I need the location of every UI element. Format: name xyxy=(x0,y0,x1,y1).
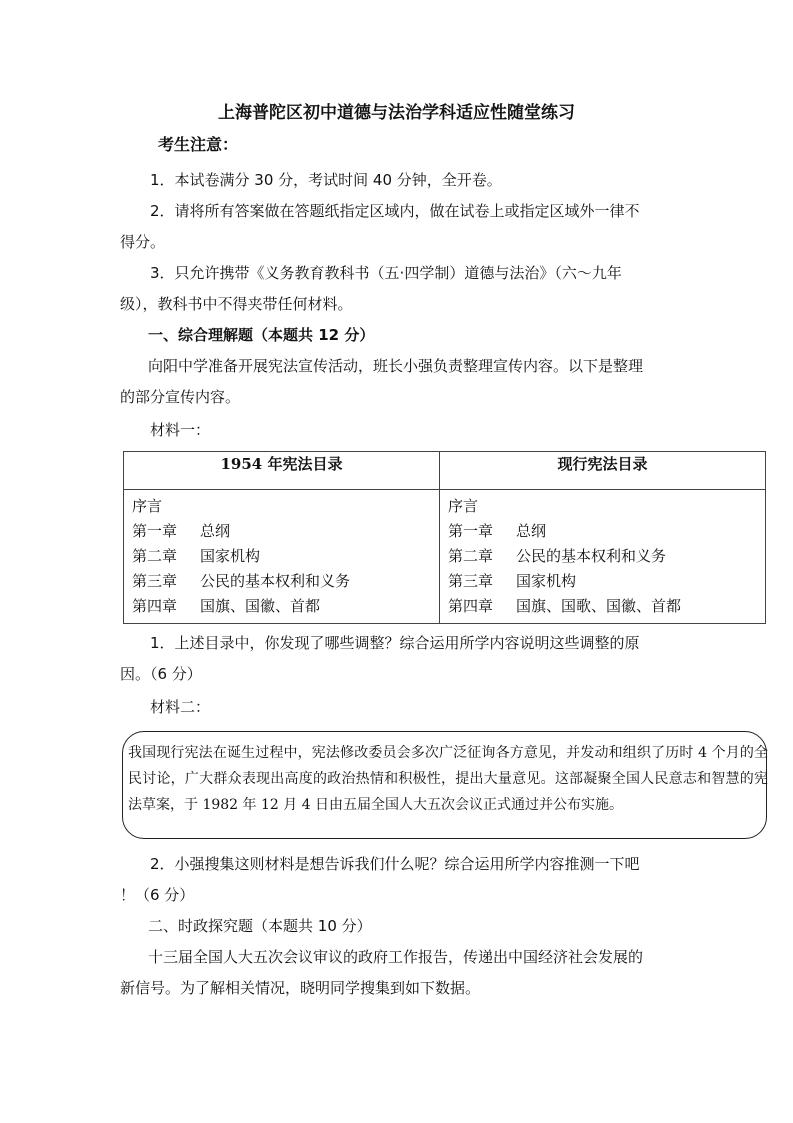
question-1-line-1: 1．上述目录中，你发现了哪些调整？综合运用所学内容说明这些调整的原 xyxy=(150,634,640,652)
toc-row: 第四章 国旗、国徽、首都 xyxy=(132,597,321,615)
toc-1954-column xyxy=(124,490,440,624)
material-2-text: 我国现行宪法在诞生过程中，宪法修改委员会多次广泛征询各方意见，并发动和组织了历时 4 个月的全民讨论，广大群众表现出高度的政治热情和积极性，提出大量意见。这部凝聚全国人民意志和智慧的宪法草案，于 1982 年 12 月 4 日由五届全国人大五次会议正式通过并公布实施。 xyxy=(128,745,768,813)
notice-item-2-line-2: 得分。 xyxy=(120,233,166,251)
toc-row: 第三章 公民的基本权利和义务 xyxy=(132,572,351,590)
section-1-heading: 一、综合理解题（本题共 12 分） xyxy=(148,326,375,344)
toc-current-column xyxy=(440,490,766,624)
notice-item-3-line-1: 3．只允许携带《义务教育教科书（五·四学制）道德与法治》（六～九年 xyxy=(150,264,622,282)
section-2-intro-line-1: 十三届全国人大五次会议审议的政府工作报告，传递出中国经济社会发展的 xyxy=(148,948,644,966)
notice-item-3-line-2: 级），教科书中不得夹带任何材料。 xyxy=(120,295,353,313)
question-2-line-1: 2．小强搜集这则材料是想告诉我们什么呢？综合运用所学内容推测一下吧 xyxy=(150,855,640,873)
toc-row: 第二章 公民的基本权利和义务 xyxy=(448,547,667,565)
toc-row: 第一章 总纲 xyxy=(132,522,231,540)
section-2-intro-line-2: 新信号。为了解相关情况，晓明同学搜集到如下数据。 xyxy=(120,979,481,997)
page-title: 上海普陀区初中道德与法治学科适应性随堂练习 xyxy=(218,103,575,123)
constitution-toc-table xyxy=(123,451,766,624)
toc-header-1954: 1954 年宪法目录 xyxy=(124,452,440,490)
toc-row: 序言 xyxy=(132,497,163,515)
toc-row: 第二章 国家机构 xyxy=(132,547,261,565)
question-2-line-2: ！（6 分） xyxy=(120,886,195,904)
toc-row: 序言 xyxy=(448,497,479,515)
notice-heading: 考生注意： xyxy=(158,135,239,154)
toc-row: 第一章 总纲 xyxy=(448,522,547,540)
toc-header-current: 现行宪法目录 xyxy=(440,452,766,490)
question-1-line-2: 因。（6 分） xyxy=(120,665,202,683)
notice-item-1: 1．本试卷满分 30 分，考试时间 40 分钟，全开卷。 xyxy=(150,171,502,189)
section-2-heading: 二、时政探究题（本题共 10 分） xyxy=(148,917,372,935)
material-1-label: 材料一： xyxy=(150,421,211,439)
toc-row: 第三章 国家机构 xyxy=(448,572,577,590)
toc-row: 第四章 国旗、国歌、国徽、首都 xyxy=(448,597,682,615)
section-1-intro-line-2: 的部分宣传内容。 xyxy=(120,388,241,406)
notice-item-2-line-1: 2．请将所有答案做在答题纸指定区域内，做在试卷上或指定区域外一律不 xyxy=(150,202,640,220)
section-1-intro-line-1: 向阳中学准备开展宪法宣传活动，班长小强负责整理宣传内容。以下是整理 xyxy=(148,357,644,375)
material-2-label: 材料二： xyxy=(150,698,211,716)
